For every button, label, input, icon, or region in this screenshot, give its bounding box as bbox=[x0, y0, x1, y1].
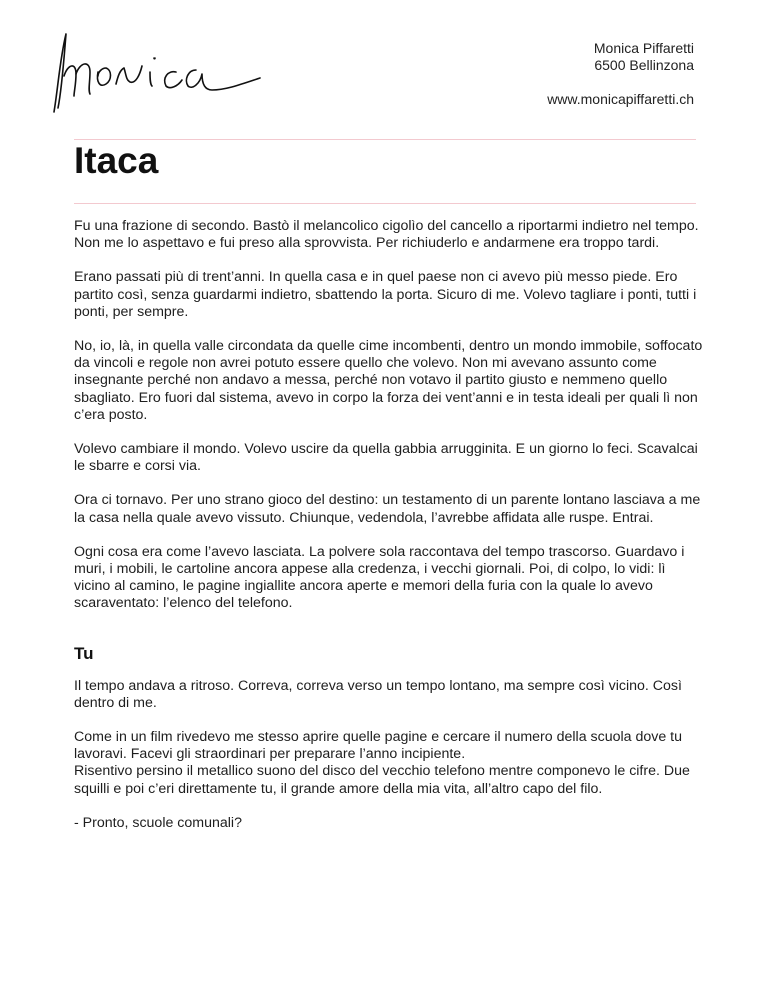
paragraph: Come in un film rivedevo me stesso aprire quelle pagine e cercare il numero della scuola dove tu lavoravi. Facevi gli straordinari per preparare l’anno incipiente. bbox=[74, 729, 683, 763]
paragraph: Volevo cambiare il mondo. Volevo uscire da quella gabbia arrugginita. E un giorno lo feci. Scavalcai le sbarre e corsi via. bbox=[74, 441, 698, 475]
paragraph: Il tempo andava a ritroso. Correva, correva verso un tempo lontano, ma sempre così vicino. Così dentro di me. bbox=[74, 677, 682, 711]
paragraph: Risentivo persino il metallico suono del disco del vecchio telefono mentre componevo le cifre. Due squilli e poi c’eri direttamente tu, il grande amore della mia vita, all’altro capo del filo. bbox=[74, 763, 690, 797]
sender-city: 6500 Bellinzona bbox=[594, 57, 694, 73]
page-title: Itaca bbox=[74, 140, 159, 181]
paragraph: Ora ci tornavo. Per uno strano gioco del destino: un testamento di un parente lontano lasciava a me la casa nella quale avevo vissuto. Chiunque, vedendola, l’avrebbe affidata alle ruspe. Entrai. bbox=[74, 492, 701, 526]
paragraph: No, io, là, in quella valle circondata da quelle cime incombenti, dentro un mondo immobile, soffocato da vincoli e regole non avrei potuto essere quello che volevo. Non mi avevano assunto come insegnante perché non andavo a messa, perché non votavo il partito giusto e nemmeno quello sbagliato. Ero fuori dal sistema, avevo in corpo la forza dei vent’anni e in testa ideali per quali lì non c’era posto. bbox=[74, 338, 703, 423]
paragraph: Erano passati più di trent’anni. In quella casa e in quel paese non ci avevo più messo piede. Ero partito così, senza guardarmi indietro, sbattendo la porta. Sicuro di me. Volevo tagliare i ponti, tutti i ponti, per sempre. bbox=[74, 269, 697, 320]
sender-name: Monica Piffaretti bbox=[593, 40, 694, 56]
handwritten-signature bbox=[46, 28, 276, 118]
paragraph: Fu una frazione di secondo. Bastò il melancolico cigolìo del cancello a riportarmi indietro nel tempo. Non me lo aspettavo e fui preso alla sprovvista. Per richiuderlo e andarmene era troppo tardi. bbox=[74, 218, 699, 252]
title-divider-bottom bbox=[74, 203, 696, 204]
paragraph: Ogni cosa era come l’avevo lasciata. La polvere sola raccontava del tempo trascorso. Guardavo i muri, i mobili, le cartoline ancora appese alla credenza, i vecchi giornali. Poi, di colpo, lo vidi: lì vicino al camino, le pagine ingiallite ancora aperte e memori della furia con la quale lo avevo scaraventato: l’elenco del telefono. bbox=[74, 543, 685, 612]
section-heading: Tu bbox=[74, 643, 94, 663]
sender-address bbox=[547, 40, 694, 108]
story-body bbox=[74, 218, 704, 849]
website-link[interactable]: www.monicapiffaretti.ch bbox=[547, 91, 694, 107]
title-divider-top bbox=[74, 139, 696, 140]
paragraph: - Pronto, scuole comunali? bbox=[74, 814, 242, 831]
